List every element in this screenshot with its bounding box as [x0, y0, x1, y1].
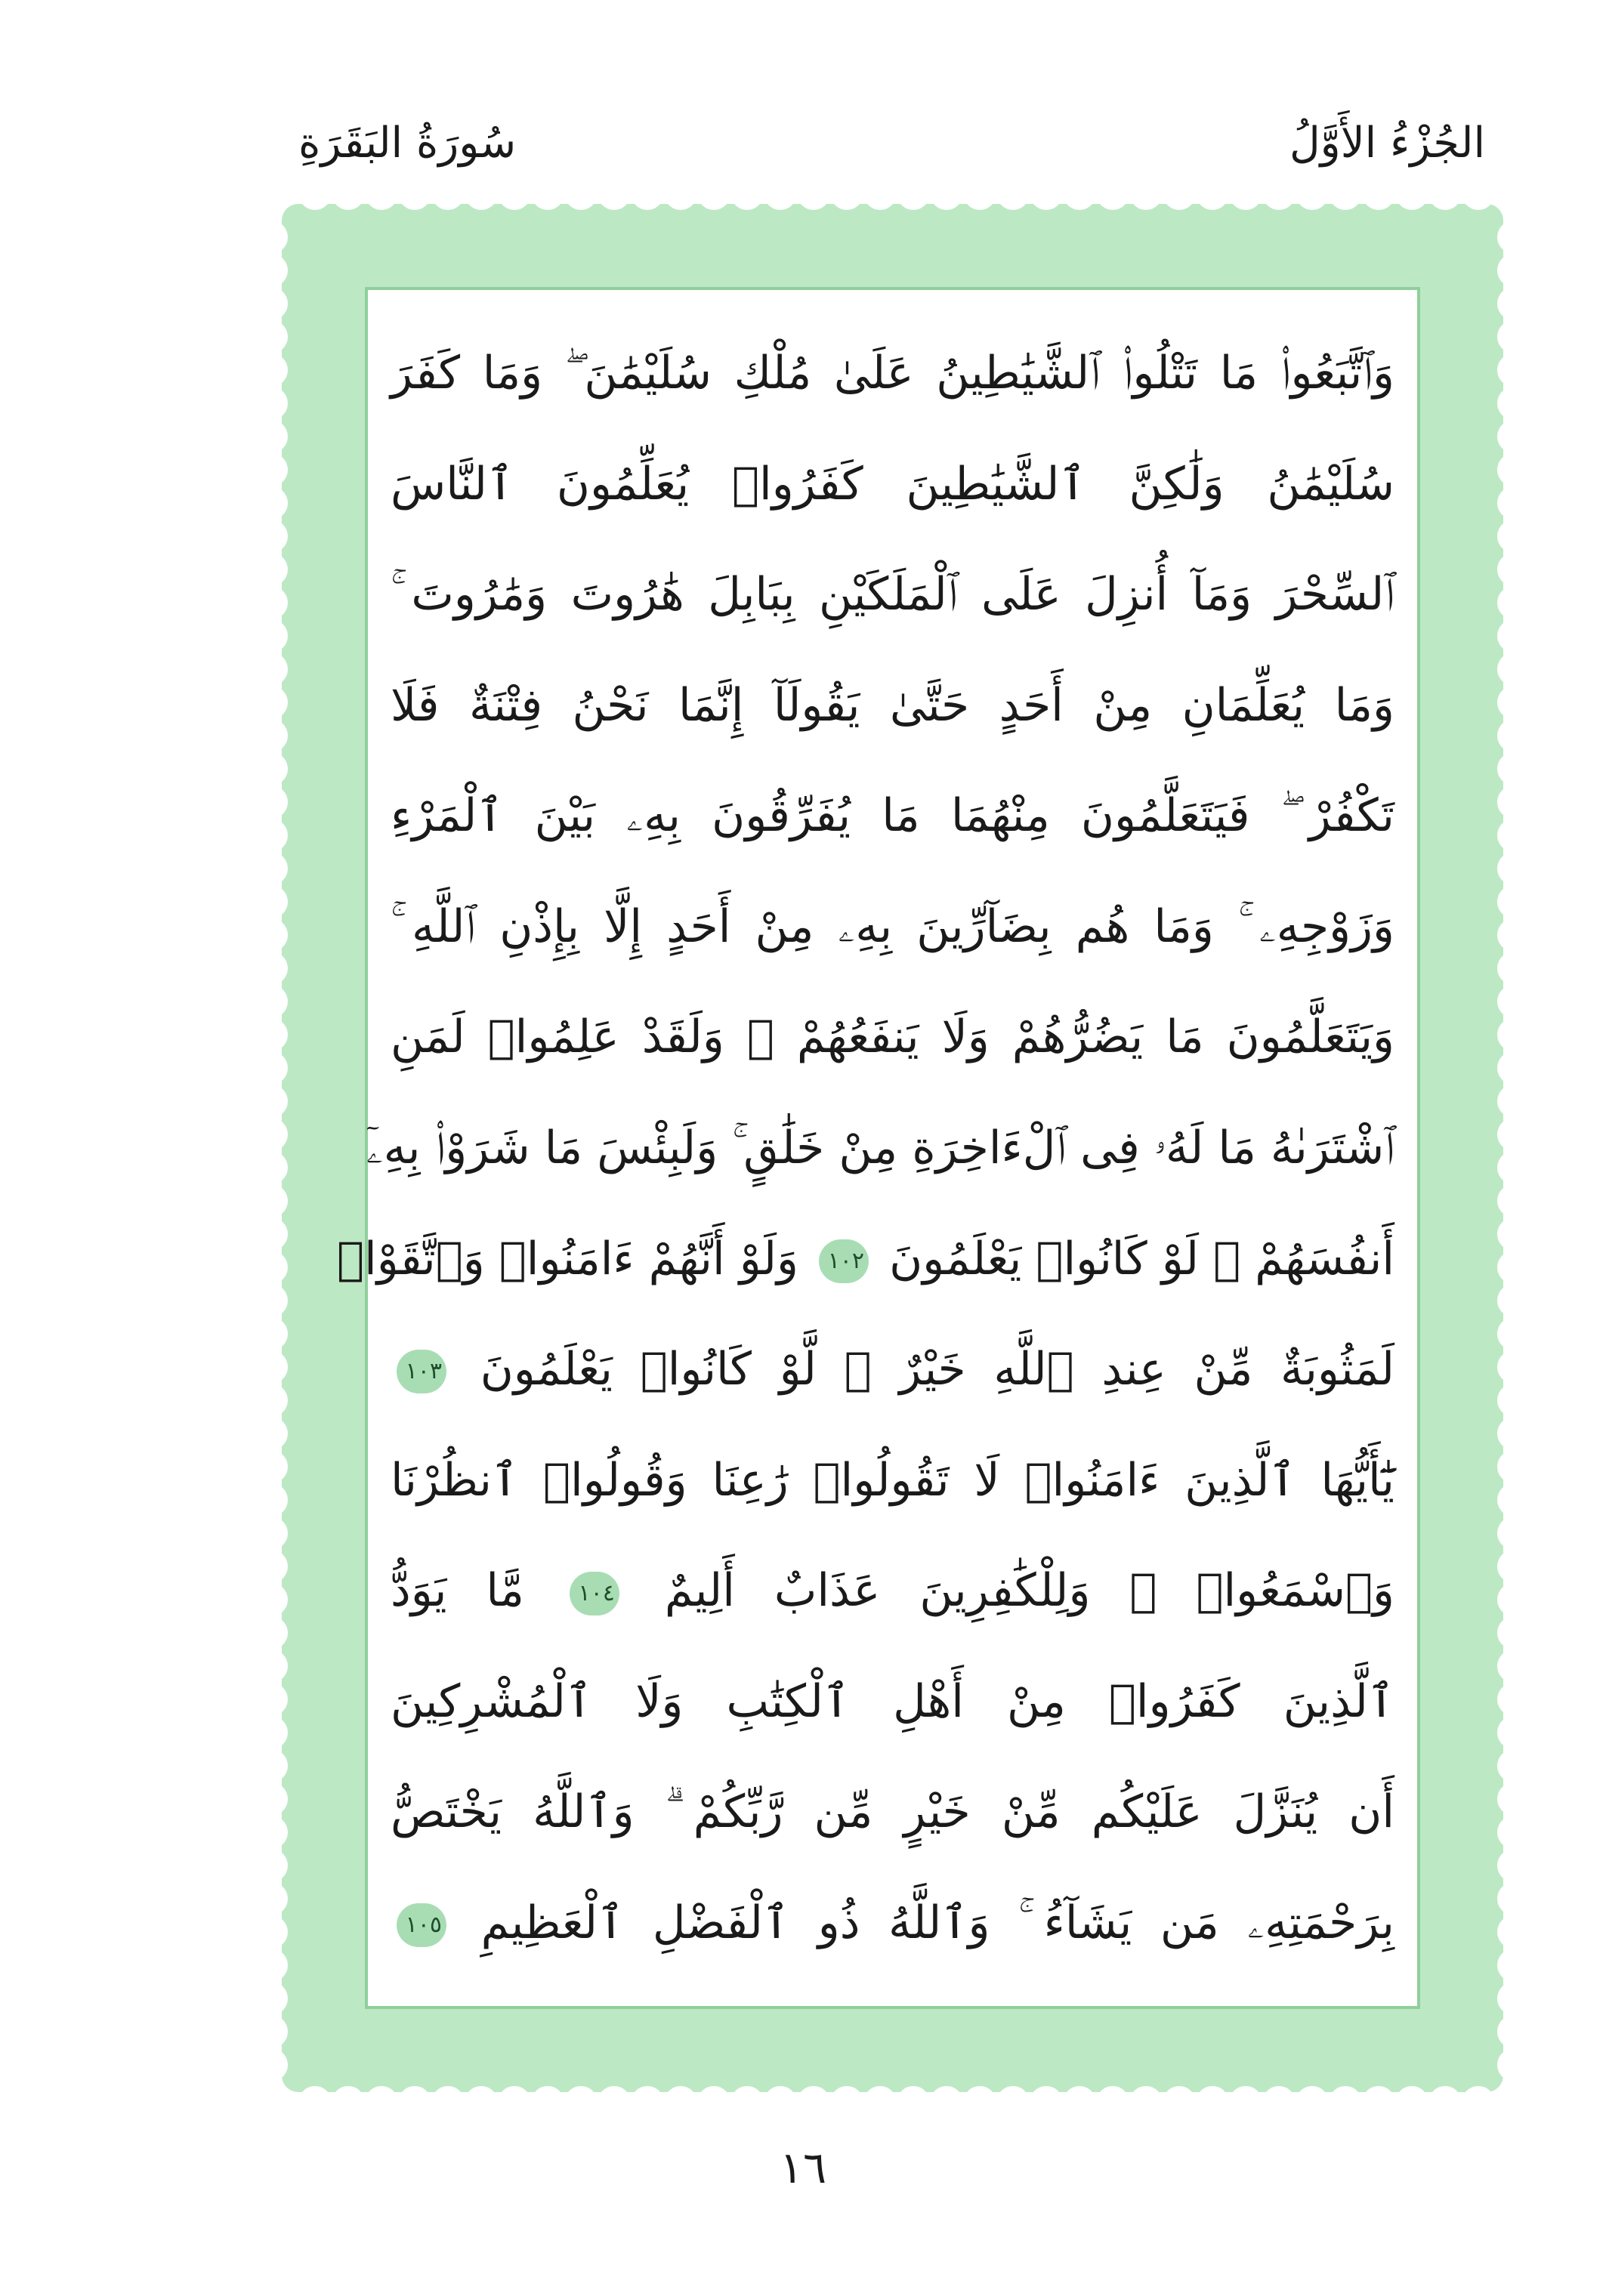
- verse-text: ٱشْتَرَىٰهُ مَا لَهُۥ فِى ٱلْءَاخِرَةِ مِنْ خَلَٰقٍ ۚ وَلَبِئْسَ مَا شَرَوْا۟ بِهِۦٓ: [366, 1121, 1394, 1174]
- verse-line: [391, 1427, 1394, 1533]
- text-panel: [337, 287, 1420, 2009]
- ayah-number-marker: ١٠٣: [397, 1350, 446, 1393]
- verse-text: تَكْفُرْ ۖ فَيَتَعَلَّمُونَ مِنْهُمَا مَا يُفَرِّقُونَ بِهِۦ بَيْنَ ٱلْمَرْءِ: [391, 789, 1394, 843]
- verse-text: مَّا يَوَدُّ: [391, 1564, 524, 1618]
- ayah-number-marker: ١٠٤: [570, 1572, 619, 1616]
- ayah-number-marker: ١٠٥: [397, 1903, 446, 1947]
- verse-line: [391, 542, 1394, 647]
- verse-text: وَيَتَعَلَّمُونَ مَا يَضُرُّهُمْ وَلَا يَنفَعُهُمْ ۚ وَلَقَدْ عَلِمُوا۟ لَمَنِ: [391, 1011, 1394, 1064]
- ayah-number-marker: ١٠٢: [819, 1239, 869, 1283]
- verse-line: [391, 1870, 1394, 1976]
- verse-line: [391, 653, 1394, 758]
- verse-text: ٱلسِّحْرَ وَمَآ أُنزِلَ عَلَى ٱلْمَلَكَيْنِ بِبَابِلَ هَٰرُوتَ وَمَٰرُوتَ ۚ: [391, 568, 1394, 622]
- juz-title: الجُزْءُ الأَوَّلُ: [1289, 119, 1485, 168]
- verse-text: بِرَحْمَتِهِۦ مَن يَشَآءُ ۚ وَٱللَّهُ ذُو ٱلْفَضْلِ ٱلْعَظِيمِ: [480, 1896, 1394, 1949]
- verse-line: [391, 1649, 1394, 1754]
- verse-line: [391, 874, 1394, 980]
- verse-line: [391, 431, 1394, 537]
- verses-block: [337, 320, 1394, 1976]
- verse-text: يَٰٓأَيُّهَا ٱلَّذِينَ ءَامَنُوا۟ لَا تَقُولُوا۟ رَٰعِنَا وَقُولُوا۟ ٱنظُرْنَا: [391, 1453, 1394, 1507]
- verse-text: وَلَوْ أَنَّهُمْ ءَامَنُوا۟ وَٱتَّقَوْا۟: [337, 1232, 798, 1285]
- page-number: ١٦: [779, 2142, 827, 2193]
- verse-text: وَمَا يُعَلِّمَانِ مِنْ أَحَدٍ حَتَّىٰ يَقُولَآ إِنَّمَا نَحْنُ فِتْنَةٌ فَلَا: [391, 678, 1394, 732]
- verse-text: وَٱسْمَعُوا۟ ۗ وَلِلْكَٰفِرِينَ عَذَابٌ أَلِيمٌ: [664, 1564, 1394, 1618]
- verse-text: أَن يُنَزَّلَ عَلَيْكُم مِّنْ خَيْرٍ مِّن رَّبِّكُمْ ۗ وَٱللَّهُ يَخْتَصُّ: [391, 1785, 1394, 1839]
- verse-text: وَٱتَّبَعُوا۟ مَا تَتْلُوا۟ ٱلشَّيَٰطِينُ عَلَىٰ مُلْكِ سُلَيْمَٰنَ ۖ وَمَا كَفَرَ: [391, 347, 1394, 400]
- verse-text: وَزَوْجِهِۦ ۚ وَمَا هُم بِضَآرِّينَ بِهِۦ مِنْ أَحَدٍ إِلَّا بِإِذْنِ ٱللَّهِ ۚ: [391, 900, 1394, 953]
- verse-text: أَنفُسَهُمْ ۚ لَوْ كَانُوا۟ يَعْلَمُونَ: [889, 1232, 1394, 1285]
- verse-line: [391, 1759, 1394, 1865]
- verse-text: لَمَثُوبَةٌ مِّنْ عِندِ ٱللَّهِ خَيْرٌ ۖ لَّوْ كَانُوا۟ يَعْلَمُونَ: [480, 1343, 1394, 1396]
- page-frame: [282, 204, 1503, 2092]
- verse-line: [391, 320, 1394, 426]
- verse-line: [337, 1206, 1394, 1312]
- verse-text: ٱلَّذِينَ كَفَرُوا۟ مِنْ أَهْلِ ٱلْكِتَٰبِ وَلَا ٱلْمُشْرِكِينَ: [391, 1674, 1394, 1728]
- verse-line: [366, 1095, 1394, 1201]
- verse-line: [391, 984, 1394, 1090]
- verse-text: سُلَيْمَٰنُ وَلَٰكِنَّ ٱلشَّيَٰطِينَ كَفَرُوا۟ يُعَلِّمُونَ ٱلنَّاسَ: [391, 457, 1394, 511]
- verse-line: [391, 763, 1394, 869]
- surah-title: سُورَةُ البَقَرَةِ: [298, 119, 517, 168]
- verse-line: [391, 1538, 1394, 1643]
- verse-line: [391, 1316, 1394, 1422]
